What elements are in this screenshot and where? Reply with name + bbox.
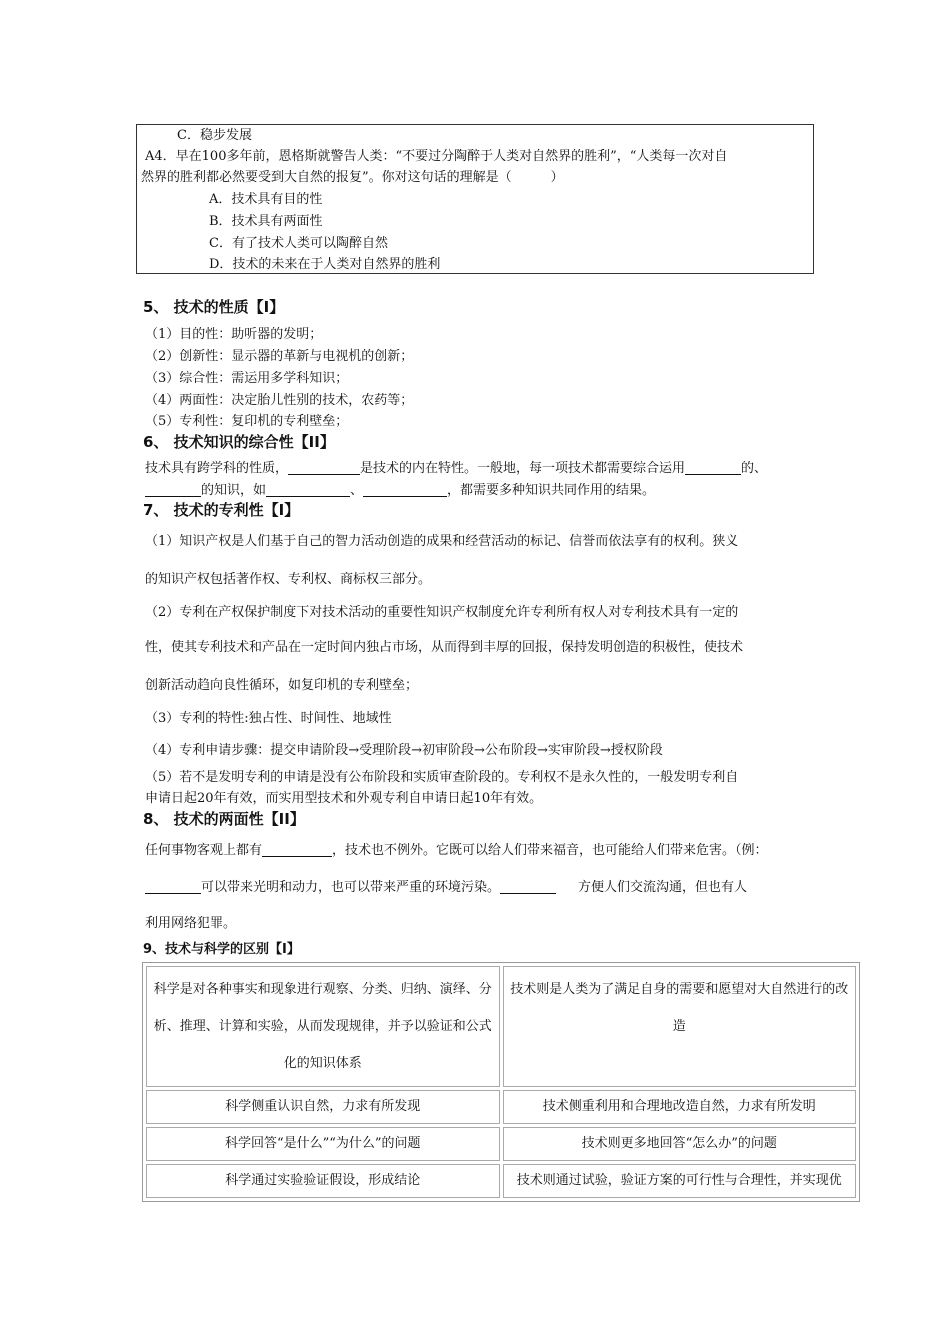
technology-cell: 技术则是人类为了满足自身的需要和愿望对大自然进行的改造 [503,966,857,1087]
s8-text-a: 任何事物客观上都有 [145,843,263,858]
s7-p5-line1: （5）若不是发明专利的申请是没有公布阶段和实质审查阶段的。专利权不是永久性的，一般发明专利自 [145,770,739,785]
science-cell: 科学回答“是什么”“为什么”的问题 [146,1127,500,1161]
s5-item-2: （2）创新性：显示器的革新与电视机的创新； [145,349,414,364]
section-9-title: 9、技术与科学的区别【I】 [143,942,300,957]
option-d: D．技术的未来在于人类对自然界的胜利 [209,257,441,272]
section-7-title: 7、 技术的专利性【I】 [143,501,300,519]
section-6-title: 6、 技术知识的综合性【II】 [143,433,335,451]
table-row [146,966,856,1087]
option-c: C．有了技术人类可以陶醉自然 [209,236,388,251]
s8-text-b: ，技术也不例外。它既可以给人们带来福音，也可能给人们带来危害。（例： [332,843,768,858]
technology-cell: 技术则通过试验，验证方案的可行性与合理性，并实现优 [503,1164,857,1198]
table-row [146,1090,856,1124]
s5-item-5: （5）专利性：复印机的专利壁垒； [145,414,349,429]
fill-blank [288,460,360,475]
s6-text-d: 的知识，如 [201,483,267,498]
s5-item-4: （4）两面性：决定胎儿性别的技术，农药等； [145,393,414,408]
s6-line-2 [145,479,655,498]
science-cell: 科学通过实验验证假设，形成结论 [146,1164,500,1198]
science-technology-table [142,962,860,1202]
fill-blank [266,482,350,497]
s8-line-1 [145,839,768,858]
s6-text-f: ，都需要多种知识共同作用的结果。 [447,483,656,498]
s7-p1-line2: 的知识产权包括著作权、专利权、商标权三部分。 [145,572,432,587]
fill-blank [145,482,201,497]
option-b: B．技术具有两面性 [209,214,323,229]
s7-p1-line1: （1）知识产权是人们基于自己的智力活动创造的成果和经营活动的标记、信誉而依法享有的权利。狭义 [145,534,739,549]
s8-line-3: 利用网络犯罪。 [145,916,237,931]
science-cell: 科学侧重认识自然，力求有所发现 [146,1090,500,1124]
section-8-title: 8、 技术的两面性【II】 [143,810,305,828]
question-a4-line2: 然界的胜利都必然要受到大自然的报复”。你对这句话的理解是（ ） [141,170,564,185]
s8-text-d: 方便人们交流沟通，但也有人 [578,880,748,895]
s6-text-a: 技术具有跨学科的性质， [145,461,289,476]
fill-blank [500,879,556,894]
s6-text-b: 是技术的内在特性。一般地，每一项技术都需要综合运用 [360,461,686,476]
option-c-prev: C．稳步发展 [177,128,252,143]
table-row [146,1127,856,1161]
fill-blank [262,842,332,857]
section-5-title: 5、 技术的性质【I】 [143,298,285,316]
table-row [146,1164,856,1198]
s7-p2-line1: （2）专利在产权保护制度下对技术活动的重要性知识产权制度允许专利所有权人对专利技术具有一定的 [145,605,739,620]
fill-blank [685,460,741,475]
s8-line-2 [145,876,747,895]
question-box [136,124,814,274]
s7-p2-line2: 性，使其专利技术和产品在一定时间内独占市场，从而得到丰厚的回报，保持发明创造的积极性，使技术 [145,640,744,655]
s8-text-c: 可以带来光明和动力，也可以带来严重的环境污染。 [201,880,501,895]
s7-p3: （3）专利的特性:独占性、时间性、地域性 [145,711,392,726]
option-a: A．技术具有目的性 [209,192,323,207]
fill-blank [363,482,447,497]
s6-line-1 [145,457,767,476]
science-cell: 科学是对各种事实和现象进行观察、分类、归纳、演绎、分析、推理、计算和实验，从而发现规律，并予以验证和公式化的知识体系 [146,966,500,1087]
technology-cell: 技术则更多地回答“怎么办”的问题 [503,1127,857,1161]
technology-cell: 技术侧重利用和合理地改造自然，力求有所发明 [503,1090,857,1124]
s7-p4: （4）专利申请步骤：提交申请阶段→受理阶段→初审阶段→公布阶段→实审阶段→授权阶段 [145,743,663,758]
s7-p2-line3: 创新活动趋向良性循环，如复印机的专利壁垒； [145,678,419,693]
s6-text-c: 的、 [741,461,768,476]
s5-item-1: （1）目的性：助听器的发明； [145,327,323,342]
s5-item-3: （3）综合性：需运用多学科知识； [145,371,349,386]
fill-blank [145,879,201,894]
s7-p5-line2: 申请日起20年有效，而实用型技术和外观专利自申请日起10年有效。 [145,791,543,806]
question-a4-line1: A4．早在100多年前，恩格斯就警告人类：“不要过分陶醉于人类对自然界的胜利”，“人类每一次对自 [145,149,728,164]
s6-text-e: 、 [350,483,364,498]
